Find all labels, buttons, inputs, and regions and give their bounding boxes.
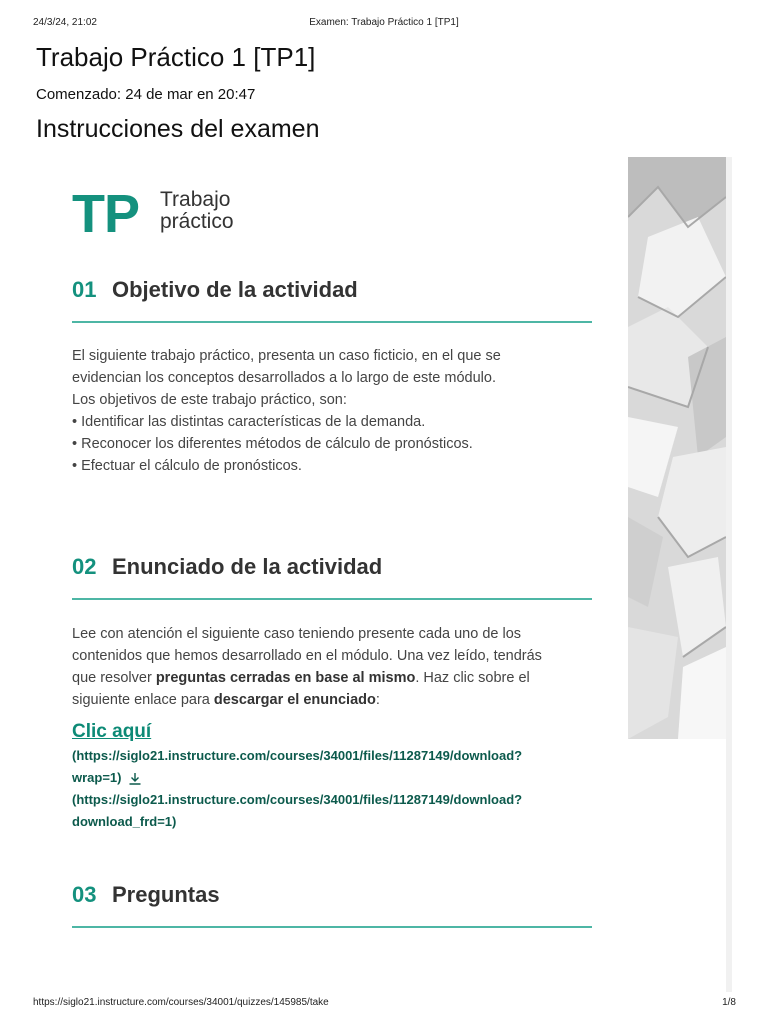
instructions-title: Instrucciones del examen xyxy=(36,115,320,143)
bullet-item: • Efectuar el cálculo de pronósticos. xyxy=(72,458,302,474)
text-line: Lee con atención el siguiente caso teniendo presente cada uno de los xyxy=(72,626,522,642)
print-url: https://siglo21.instructure.com/courses/34001/quizzes/145985/take xyxy=(33,997,329,1008)
text-line: evidencian los conceptos desarrollados a lo largo de este módulo. xyxy=(72,370,496,386)
text-line: contenidos que hemos desarrollado en el módulo. Una vez leído, tendrás xyxy=(72,648,542,664)
text-line xyxy=(72,689,592,711)
started-info xyxy=(36,86,255,103)
file-link-line[interactable]: (https://siglo21.instructure.com/courses/34001/files/11287149/download? xyxy=(72,748,523,763)
section-header xyxy=(72,277,592,303)
page-title: Trabajo Práctico 1 [TP1] xyxy=(36,42,316,72)
section-statement xyxy=(72,554,592,833)
side-image-graphic xyxy=(628,157,726,739)
bullet-item: • Reconocer los diferentes métodos de cálculo de pronósticos. xyxy=(72,436,473,452)
bold-text: descargar el enunciado xyxy=(213,692,376,708)
section-number: 02 xyxy=(72,554,97,579)
text-run: : xyxy=(375,692,380,708)
click-here-link[interactable]: Clic aquí xyxy=(72,721,152,742)
file-link-line[interactable]: (https://siglo21.instructure.com/courses/34001/files/11287149/download? xyxy=(72,792,523,807)
started-label: Comenzado: xyxy=(36,86,122,103)
tp-logo xyxy=(72,184,234,244)
section-divider xyxy=(72,321,592,323)
text-line: Los objetivos de este trabajo práctico, son: xyxy=(72,392,347,408)
section-title: Objetivo de la actividad xyxy=(112,277,358,302)
text-run: siguiente enlace para xyxy=(72,692,214,708)
section-number: 01 xyxy=(72,277,97,302)
section-header xyxy=(72,554,592,580)
page-number: 1/8 xyxy=(722,997,736,1008)
started-value: 24 de mar en 20:47 xyxy=(125,86,256,103)
section-divider xyxy=(72,598,592,600)
print-date: 24/3/24, 21:02 xyxy=(33,17,97,28)
text-line: El siguiente trabajo práctico, presenta un caso ficticio, en el que se xyxy=(72,348,501,364)
section-objective xyxy=(72,277,592,477)
file-link-line[interactable]: download_frd=1) xyxy=(72,814,177,829)
file-link-tail[interactable]: wrap=1) xyxy=(72,770,122,785)
section-questions xyxy=(72,882,592,928)
text-run: que resolver xyxy=(72,670,156,686)
statement-text xyxy=(72,623,592,711)
tp-logo-mark: TP xyxy=(72,184,140,244)
text-run: . Haz clic sobre el xyxy=(415,670,530,686)
instructions-content xyxy=(36,157,732,992)
section-title: Preguntas xyxy=(112,882,220,907)
side-strip xyxy=(726,157,732,992)
tp-logo-line1: Trabajo xyxy=(160,188,231,211)
tp-logo-words xyxy=(160,189,234,233)
file-link-wrap[interactable] xyxy=(72,745,592,833)
objective-text xyxy=(72,345,592,477)
section-divider xyxy=(72,926,592,928)
file-link-line[interactable] xyxy=(72,767,592,789)
decorative-side-image xyxy=(628,157,726,739)
download-icon[interactable] xyxy=(128,772,142,786)
section-title: Enunciado de la actividad xyxy=(112,554,383,579)
section-number: 03 xyxy=(72,882,97,907)
tp-logo-line2: práctico xyxy=(160,210,234,233)
bold-text: preguntas cerradas en base al mismo xyxy=(155,670,416,686)
bullet-item: • Identificar las distintas características de la demanda. xyxy=(72,414,426,430)
download-links xyxy=(72,721,592,833)
print-title: Examen: Trabajo Práctico 1 [TP1] xyxy=(309,17,459,28)
section-header xyxy=(72,882,592,908)
text-line xyxy=(72,667,592,689)
